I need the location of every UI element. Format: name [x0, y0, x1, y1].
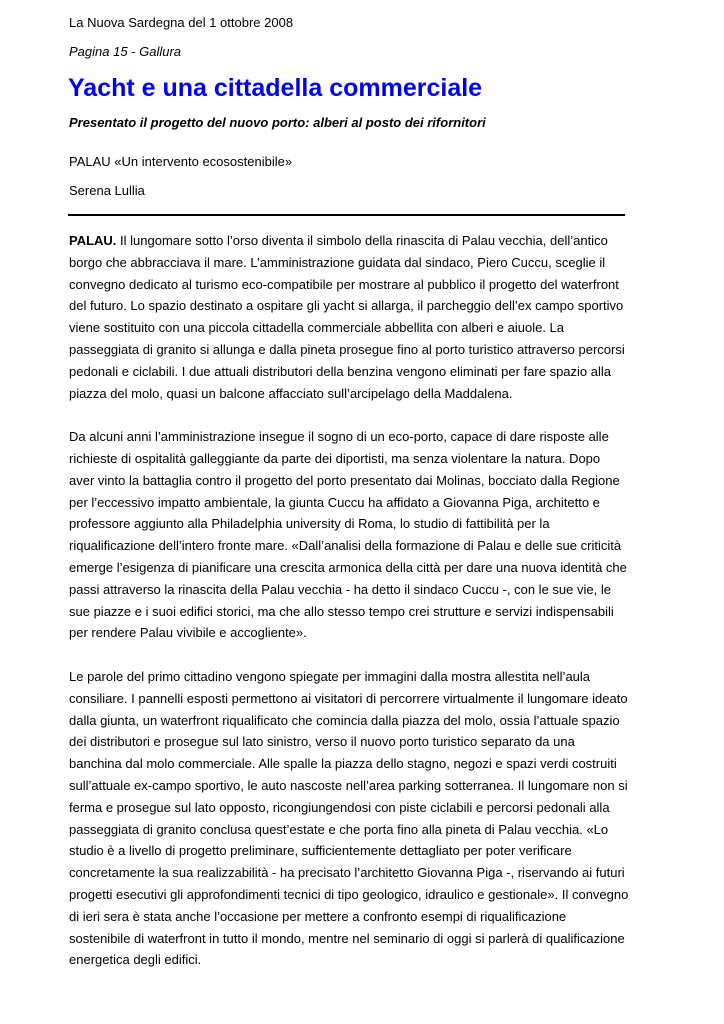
- article-author: Serena Lullia: [69, 183, 145, 198]
- dateline: PALAU.: [69, 233, 117, 248]
- paragraph-1: [69, 230, 629, 404]
- article-title: Yacht e una cittadella commerciale: [68, 74, 483, 102]
- newspaper-source: La Nuova Sardegna del 1 ottobre 2008: [69, 15, 294, 30]
- article-body: [69, 230, 629, 993]
- article-subtitle: Presentato il progetto del nuovo porto: alberi al posto dei rifornitori: [69, 115, 486, 130]
- paragraph-2: Da alcuni anni l’amministrazione insegue il sogno di un eco-porto, capace di dare risposte alle richieste di ospitalità galleggiante da parte dei diportisti, ma senza violentare la natura. Dopo aver vinto la battaglia contro il progetto del porto presentato dai Molinas, bocciato dalla Regione per l’eccessivo impatto ambientale, la giunta Cuccu ha affidato a Giovanna Piga, architetto e professore aggiunto alla Philadelphia university di Roma, lo studio di fattibilità per la riqualificazione dell’intero fronte mare. «Dall’analisi della formazione di Palau e delle sue criticità emerge l’esigenza di pianificare una crescita armonica della città per dare una nuova identità che passi attraverso la rinascita della Palau vecchia - ha detto il sindaco Cuccu -, con le sue vie, le sue piazze e i suoi edifici storici, ma che allo stesso tempo crei strutture e servizi indispensabili per rendere Palau vivibile e accogliente».: [69, 429, 627, 641]
- article-kicker: PALAU «Un intervento ecosostenibile»: [69, 154, 293, 169]
- paragraph-3: Le parole del primo cittadino vengono spiegate per immagini dalla mostra allestita nell’aula consiliare. I pannelli esposti permettono ai visitatori di percorrere virtualmente il lungomare ideato dalla giunta, un waterfront riqualificato che comincia dalla piazza del molo, ossia l’attuale spazio dei distributori e prosegue sul lato sinistro, verso il nuovo porto turistico separato da una banchina dal molo commerciale. Alle spalle la piazza dello stagno, negozi e spazi verdi costruiti sull’attuale ex-campo sportivo, le auto nascoste nell’area parking sotterranea. Il lungomare non si ferma e prosegue sul lato opposto, ricongiungendosi con piste ciclabili e percorsi pedonali alla passeggiata di granito conclusa quest’estate e che porta fino alla pineta di Palau vecchia. «Lo studio è a livello di progetto preliminare, sufficientemente dettagliato per poter verificare concretamente la sua realizzabilità - ha precisato l’architetto Giovanna Piga -, riservando ai futuri progetti esecutivi gli approfondimenti tecnici di tipo geologico, idraulico e gestionale». Il convegno di ieri sera è stata anche l’occasione per mettere a confronto esempi di riqualificazione sostenibile di waterfront in tutto il mondo, mentre nel seminario di oggi si parlerà di qualificazione energetica degli edifici.: [69, 668, 629, 968]
- divider: [68, 214, 625, 216]
- page-section: Pagina 15 - Gallura: [69, 44, 182, 59]
- paragraph-1-text: Il lungomare sotto l’orso diventa il simbolo della rinascita di Palau vecchia, dell’antico borgo che abbracciava il mare. L’amministrazione guidata dal sindaco, Piero Cuccu, sceglie il convegno dedicato al turismo eco-compatibile per mostrare al pubblico il progetto del waterfront del futuro. Lo spazio destinato a ospitare gli yacht si allarga, il parcheggio dell’ex campo sportivo viene sostituito con una piccola cittadella commerciale abbellita con alberi e aiuole. La passeggiata di granito si allunga e dalla pineta prosegue fino al porto turistico attraverso percorsi pedonali e ciclabili. I due attuali distributori della benzina vengono eliminati per fare spazio alla piazza del molo, quasi un balcone affacciato sull’arcipelago della Maddalena.: [69, 233, 625, 401]
